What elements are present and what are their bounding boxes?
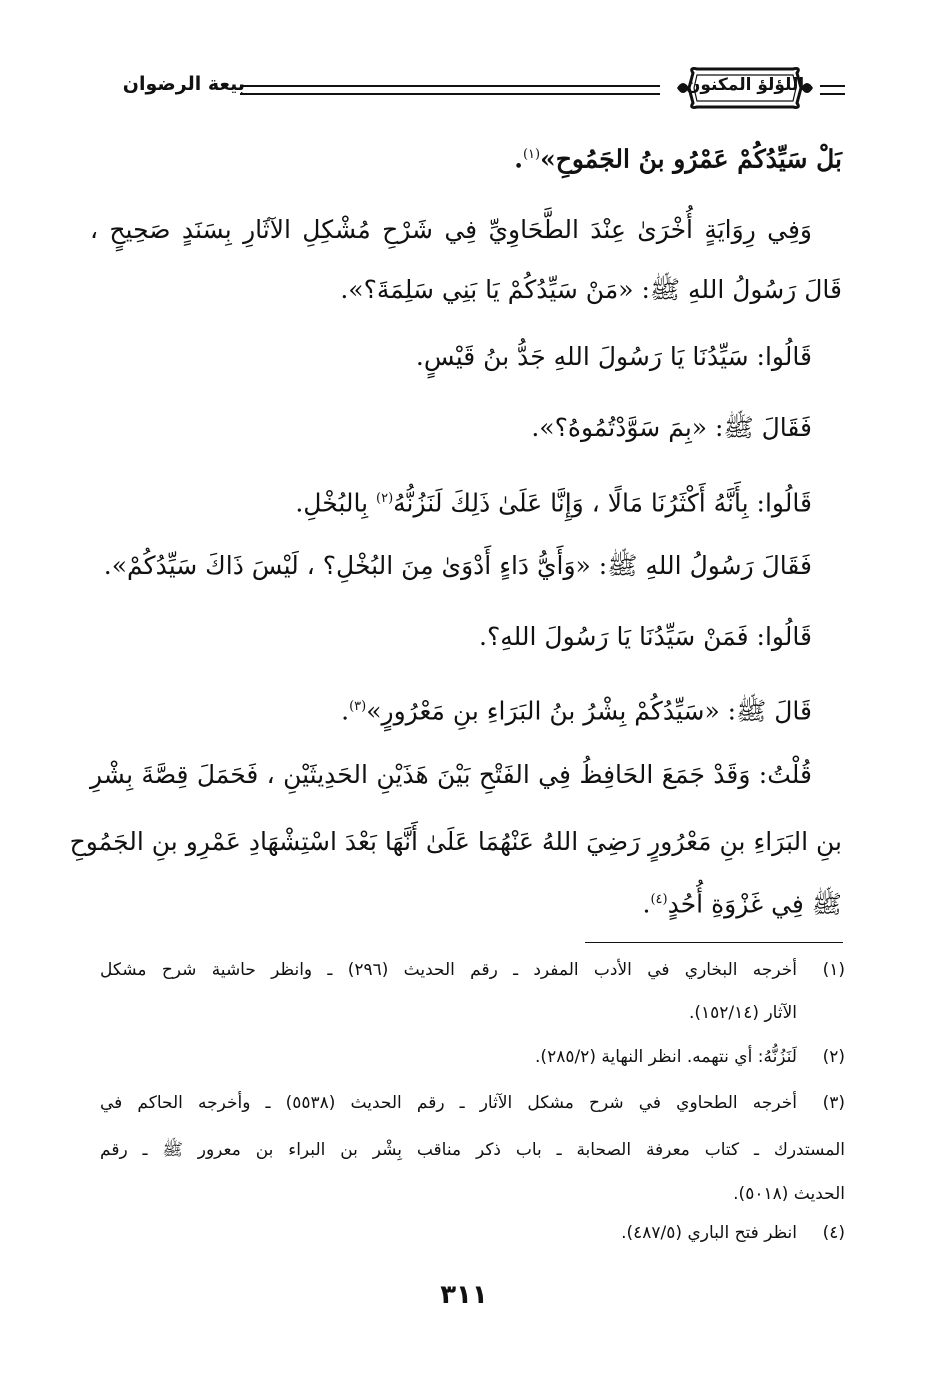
running-title: بيعة الرضوان [122, 73, 245, 95]
text-line-7: فَقَالَ رَسُولُ اللهِ ﷺ: «وَأَيُّ دَاءٍ أَدْوَىٰ مِنَ البُخْلِ؟ ، لَيْسَ ذَاكَ سَيِّدُكُمْ». [103, 551, 812, 580]
text-line-9: قَالَ ﷺ: «سَيِّدُكُمْ بِشْرُ بنُ البَرَاءِ بنِ مَعْرُورٍ»$^{(٣)}$. [341, 696, 812, 726]
footnote-3-cont-2: الحديث (٥٠١٨). [733, 1184, 845, 1204]
book-title-badge [675, 63, 815, 113]
footnote-ref: (٣) [349, 699, 367, 714]
text-line-6: قَالُوا: بِأَنَّهُ أَكْثَرُنَا مَالًا ، وَإِنَّا عَلَىٰ ذَلِكَ لَنَزُنُّهُ$^{(٢)}$ بِالبُخْلِ. [295, 488, 812, 518]
text-line-11: بنِ البَرَاءِ بنِ مَعْرُورٍ رَضِيَ اللهُ عَنْهُمَا عَلَىٰ أَنَّهَا بَعْدَ اسْتِشْهَادِ عَمْرِو بنِ الجَمُوحِ [69, 827, 842, 856]
footnote-3: (٣)أخرجه الطحاوي في شرح مشكل الآثار ـ رقم الحديث (٥٥٣٨) ـ وأخرجه الحاكم في [100, 1088, 845, 1118]
text-line-2: وَفِي رِوَايَةٍ أُخْرَىٰ عِنْدَ الطَّحَاوِيِّ فِي شَرْحِ مُشْكِلِ الآثَارِ بِسَنَدٍ صَحِيحٍ ، [90, 215, 812, 244]
book-title: اللؤلؤ المكنون [685, 75, 805, 95]
footnote-number: (٣) [822, 1093, 845, 1113]
text-line-5: فَقَالَ ﷺ: «بِمَ سَوَّدْتُمُوهُ؟». [531, 413, 812, 442]
footnote-4: (٤)انظر فتح الباري (٤٨٧/٥). [100, 1218, 845, 1248]
footnote-1: (١)أخرجه البخاري في الأدب المفرد ـ رقم الحديث (٢٩٦) ـ وانظر حاشية شرح مشكل [100, 955, 845, 985]
text-line-3: قَالَ رَسُولُ اللهِ ﷺ: «مَنْ سَيِّدُكُمْ يَا بَنِي سَلِمَةَ؟». [340, 275, 842, 304]
footnote-ref: (٤) [650, 892, 668, 907]
text-line-8: قَالُوا: فَمَنْ سَيِّدُنَا يَا رَسُولَ اللهِ؟. [479, 622, 812, 651]
header-rule-right [820, 85, 845, 95]
footnote-ref: (٢) [376, 491, 394, 506]
footnote-divider [585, 942, 843, 943]
footnote-2: (٢)لَنَزُنُّهُ: أي نتهمه. انظر النهاية (٢٨٥/٢). [100, 1042, 845, 1072]
footnote-ref: (١) [522, 147, 541, 162]
text-line-1: بَلْ سَيِّدُكُمْ عَمْرُو بنُ الجَمُوحِ»$^{(١)}$. [514, 144, 842, 174]
page-header [100, 58, 845, 118]
footnote-number: (٤) [822, 1223, 845, 1243]
text-line-4: قَالُوا: سَيِّدُنَا يَا رَسُولَ اللهِ جَدُّ بنُ قَيْسٍ. [415, 342, 812, 371]
footnote-number: (١) [822, 960, 845, 980]
footnote-number: (٢) [822, 1047, 845, 1067]
footnote-3-cont-1: المستدرك ـ كتاب معرفة الصحابة ـ باب ذكر مناقب بِشْر بن البراء بن معرور ﷺ ـ رقم [100, 1140, 845, 1160]
page-number: ٣١١ [440, 1280, 488, 1310]
footnote-1-cont: الآثار (١٥٢/١٤). [688, 1003, 797, 1023]
header-rule-left [240, 85, 660, 95]
text-line-10: قُلْتُ: وَقَدْ جَمَعَ الحَافِظُ فِي الفَتْحِ بَيْنَ هَذَيْنِ الحَدِيثَيْنِ ، فَحَمَلَ قِصَّةَ بِشْرِ [90, 760, 812, 789]
text-line-12: ﷺ فِي غَزْوَةِ أُحُدٍ$^{(٤)}$. [642, 889, 842, 919]
